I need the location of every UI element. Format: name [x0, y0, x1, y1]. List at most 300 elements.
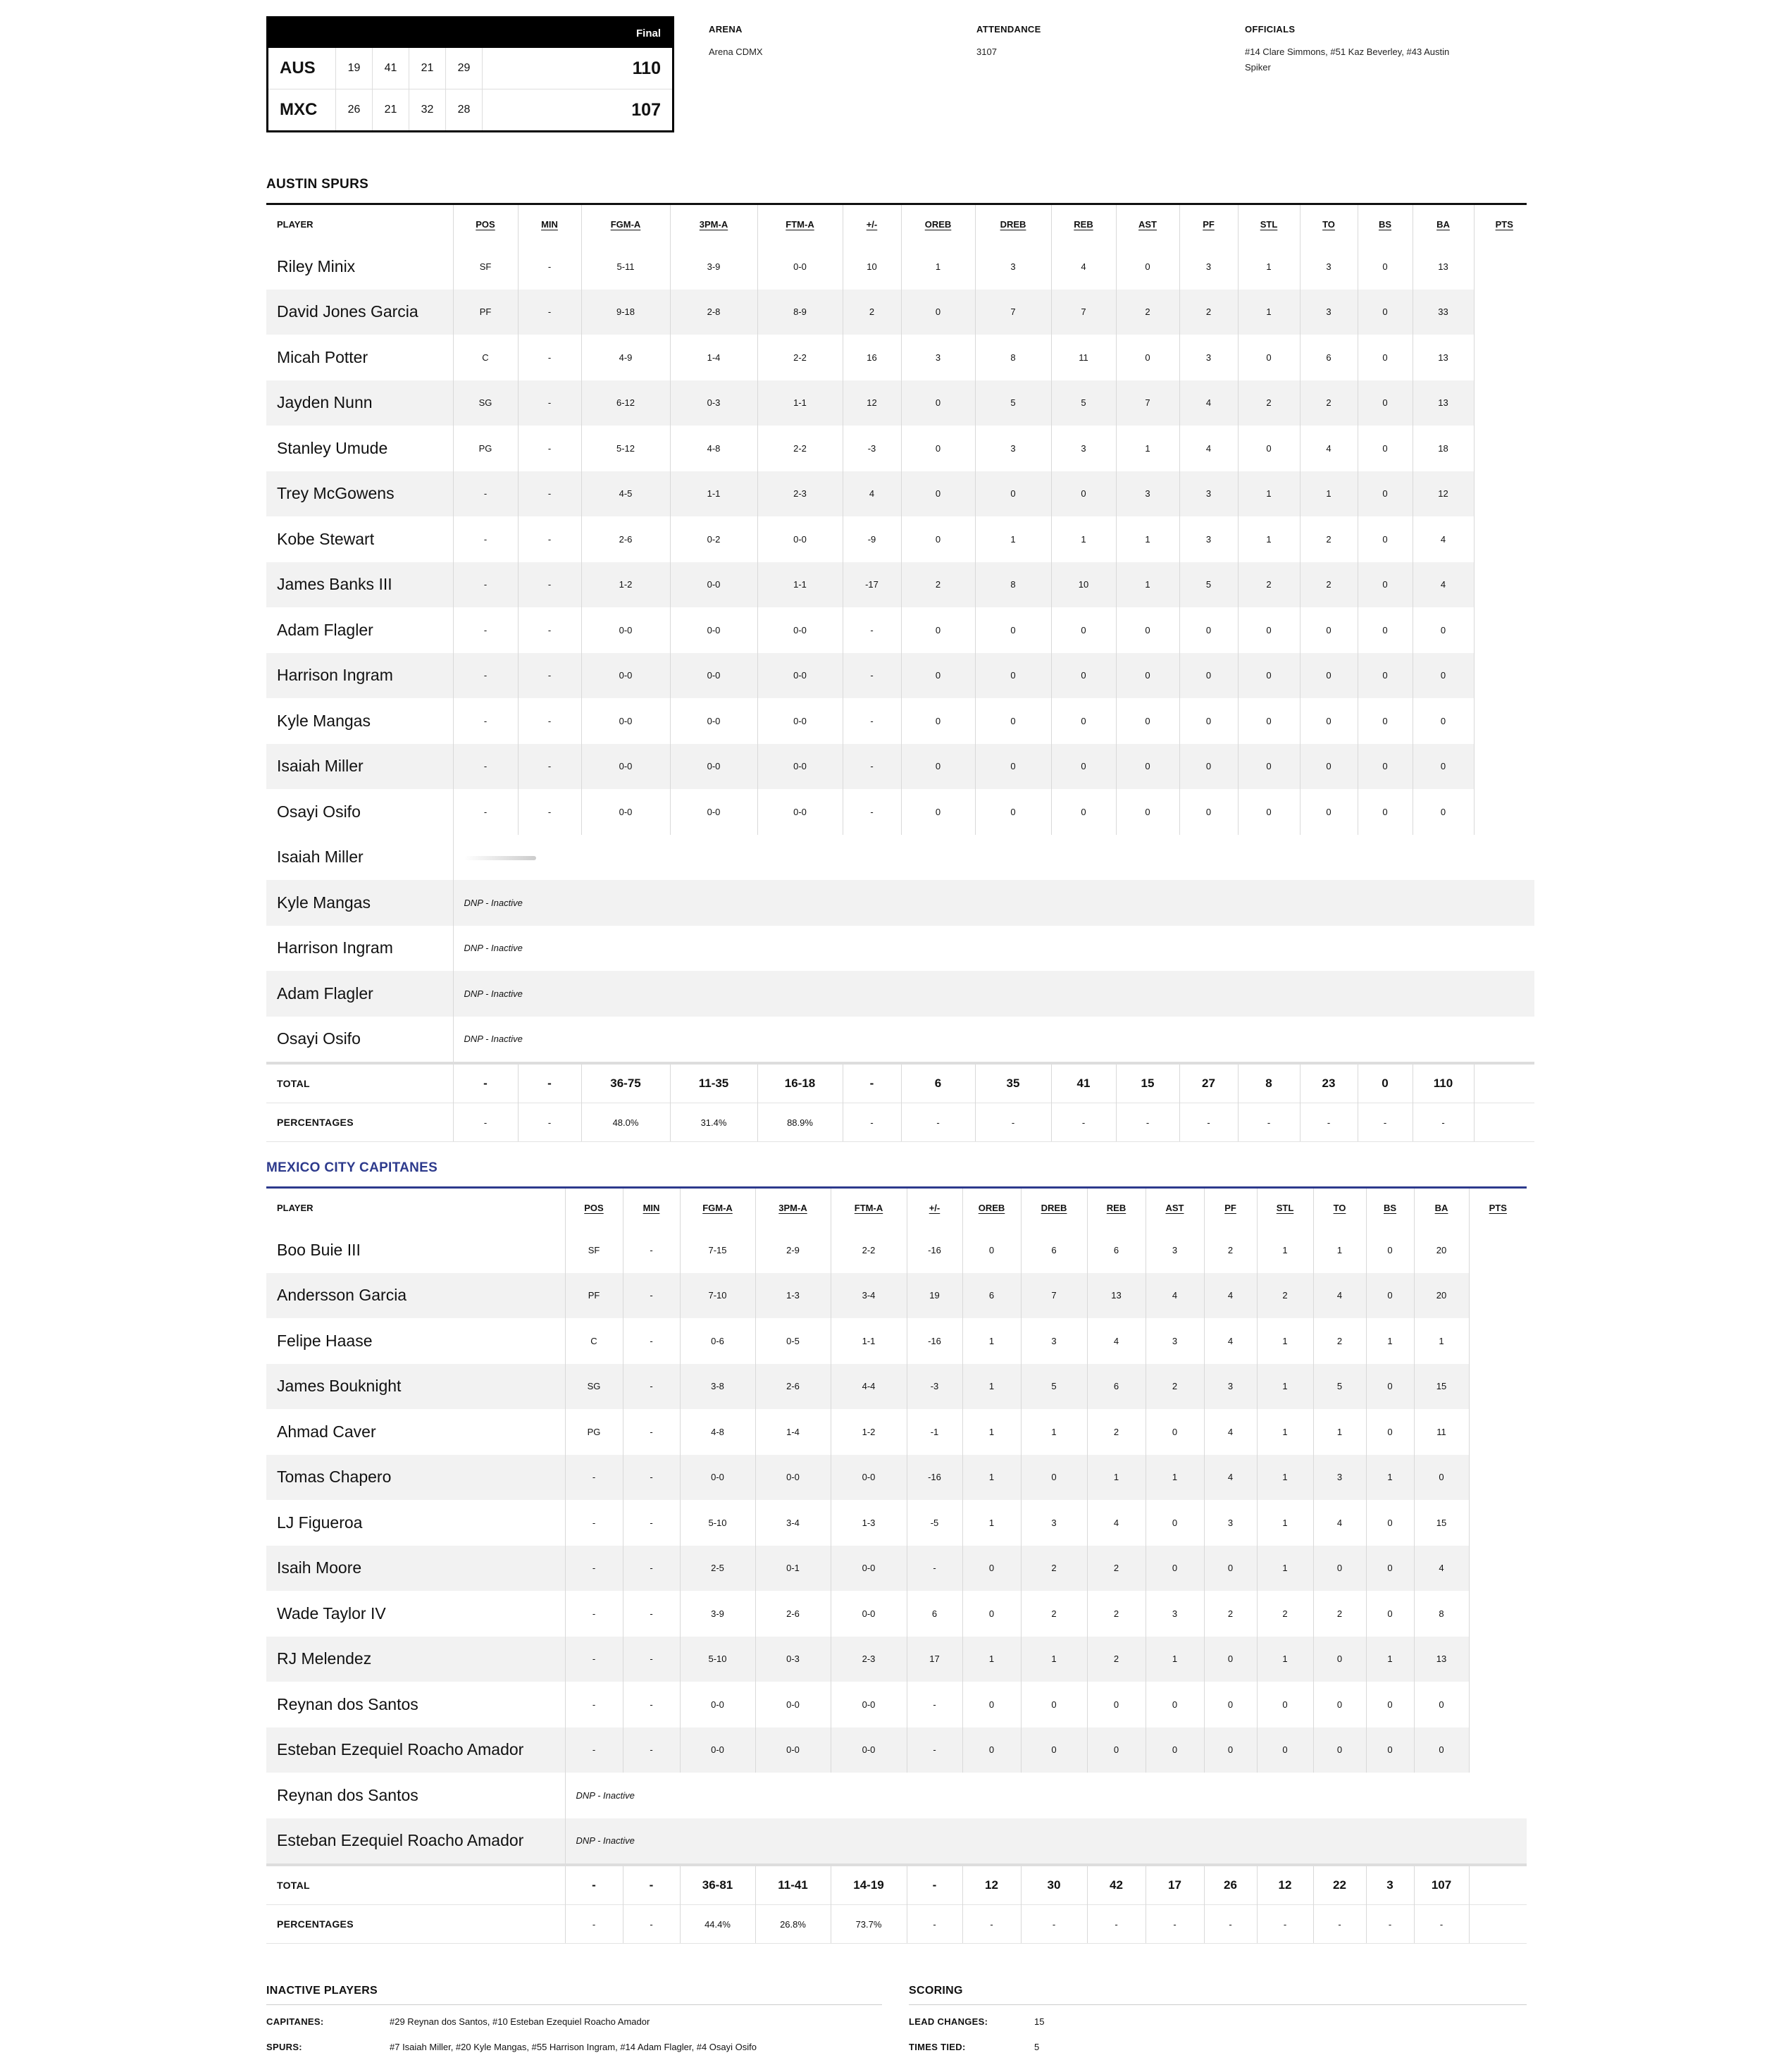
- column-header--[interactable]: +/-: [843, 205, 901, 244]
- dnp-status: DNP - Inactive: [576, 1789, 635, 1801]
- stat-reb: 4: [1051, 244, 1116, 290]
- dnp-row: [266, 1818, 1527, 1866]
- stat-oreb: 2: [901, 562, 975, 608]
- stat-fgm-a: 1-2: [581, 562, 670, 608]
- stat-ast: 0: [1146, 1500, 1204, 1546]
- stat-ba: 18: [1413, 426, 1474, 471]
- game-status: Final: [268, 18, 672, 48]
- player-row: [266, 1546, 1527, 1592]
- percentages-row-label: PERCENTAGES: [266, 1103, 453, 1142]
- pts-cell: [1474, 744, 1534, 790]
- stat-ftm-a: 2-2: [757, 426, 843, 471]
- loading-placeholder: [464, 856, 536, 860]
- percentages-row-reb: -: [1051, 1103, 1116, 1142]
- pts-cell: [1474, 562, 1534, 608]
- column-header-reb[interactable]: REB: [1051, 205, 1116, 244]
- stat-dreb: 0: [975, 653, 1051, 699]
- column-header-pf[interactable]: PF: [1204, 1189, 1257, 1227]
- stat-dreb: 8: [975, 562, 1051, 608]
- stat-pf: 2: [1204, 1227, 1257, 1273]
- stat--: -: [843, 607, 901, 653]
- stat-ast: 4: [1146, 1273, 1204, 1319]
- stat-bs: 0: [1358, 744, 1413, 790]
- stat-to: 3: [1313, 1455, 1366, 1501]
- column-header-pts[interactable]: PTS: [1495, 219, 1513, 230]
- arena-label: ARENA: [709, 24, 743, 35]
- stat-ast: 2: [1146, 1364, 1204, 1410]
- stat-pf: 0: [1179, 744, 1238, 790]
- player-name[interactable]: Isaiah Miller: [266, 835, 453, 881]
- stat-ast: 0: [1116, 744, 1179, 790]
- inactive-capitanes: [266, 2016, 650, 2027]
- player-name[interactable]: Boo Buie III: [266, 1227, 565, 1273]
- stat-pf: 4: [1179, 426, 1238, 471]
- player-name[interactable]: Isaiah Miller: [266, 744, 453, 790]
- stat-stl: 1: [1257, 1227, 1313, 1273]
- stat-reb: 1: [1051, 516, 1116, 562]
- total-row-ftm-a: 16-18: [757, 1063, 843, 1103]
- column-header-to[interactable]: TO: [1300, 205, 1358, 244]
- stat-oreb: 0: [901, 426, 975, 471]
- stat-pf: 2: [1204, 1591, 1257, 1637]
- stat-min: -: [518, 607, 581, 653]
- stat-stl: 1: [1257, 1318, 1313, 1364]
- percentages-row: [266, 1103, 1534, 1142]
- stat-to: 1: [1300, 471, 1358, 517]
- stat-reb: 7: [1051, 290, 1116, 335]
- stat-to: 0: [1313, 1637, 1366, 1682]
- stat-bs: 0: [1358, 335, 1413, 380]
- pts-cell: [1474, 380, 1534, 426]
- player-name[interactable]: Ahmad Caver: [266, 1409, 565, 1455]
- player-row: [266, 698, 1534, 744]
- stat-3pm-a: 1-4: [670, 335, 757, 380]
- stat-to: 1: [1313, 1227, 1366, 1273]
- stat-pf: 0: [1204, 1637, 1257, 1682]
- player-name[interactable]: James Banks III: [266, 562, 453, 608]
- player-name[interactable]: Harrison Ingram: [266, 653, 453, 699]
- player-name[interactable]: Kyle Mangas: [266, 698, 453, 744]
- player-name[interactable]: Trey McGowens: [266, 471, 453, 517]
- stat-ba: 13: [1413, 380, 1474, 426]
- attendance-label: ATTENDANCE: [976, 24, 1041, 35]
- column-header-stl[interactable]: STL: [1238, 205, 1300, 244]
- player-name[interactable]: Adam Flagler: [266, 607, 453, 653]
- stat-ba: 0: [1413, 653, 1474, 699]
- pts-cell: [1474, 607, 1534, 653]
- stat-ba: 13: [1414, 1637, 1469, 1682]
- stat-bs: 0: [1366, 1409, 1414, 1455]
- dnp-status: DNP - Inactive: [565, 1818, 1527, 1866]
- percentages-row-pos: -: [565, 1905, 623, 1944]
- player-name[interactable]: Tomas Chapero: [266, 1455, 565, 1501]
- stat-stl: 1: [1257, 1546, 1313, 1592]
- stat-oreb: 1: [901, 244, 975, 290]
- player-name[interactable]: Kyle Mangas: [266, 880, 453, 926]
- stat--: -: [907, 1727, 962, 1773]
- percentages-row-pos: -: [453, 1103, 518, 1142]
- player-name[interactable]: Isaih Moore: [266, 1546, 565, 1592]
- player-name[interactable]: Kobe Stewart: [266, 516, 453, 562]
- stat-pf: 0: [1204, 1546, 1257, 1592]
- linescore-row-home: [268, 48, 672, 89]
- stat-bs: 0: [1366, 1364, 1414, 1410]
- percentages-row-ast: -: [1116, 1103, 1179, 1142]
- percentages-row-bs: -: [1358, 1103, 1413, 1142]
- player-row: [266, 607, 1534, 653]
- stat-bs: 1: [1366, 1637, 1414, 1682]
- pts-cell: [1469, 1364, 1527, 1410]
- stat-pf: 4: [1204, 1455, 1257, 1501]
- stat-oreb: 0: [901, 471, 975, 517]
- stat-3pm-a: 0-1: [755, 1546, 831, 1592]
- player-name[interactable]: Micah Potter: [266, 335, 453, 380]
- stat-fgm-a: 9-18: [581, 290, 670, 335]
- stat-reb: 2: [1087, 1546, 1146, 1592]
- stat-pf: 3: [1179, 516, 1238, 562]
- stat--: -3: [843, 426, 901, 471]
- column-header-bs[interactable]: BS: [1358, 205, 1413, 244]
- stat-stl: 0: [1238, 653, 1300, 699]
- stat-pos: -: [453, 653, 518, 699]
- stat-pos: C: [453, 335, 518, 380]
- stat-3pm-a: 0-0: [670, 653, 757, 699]
- column-header-stl[interactable]: STL: [1257, 1189, 1313, 1227]
- total-row-stl: 12: [1257, 1865, 1313, 1905]
- stat-pf: 0: [1179, 789, 1238, 835]
- player-name[interactable]: RJ Melendez: [266, 1637, 565, 1682]
- stat-pf: 3: [1179, 471, 1238, 517]
- player-name[interactable]: Osayi Osifo: [266, 1017, 453, 1064]
- stat-stl: 2: [1257, 1273, 1313, 1319]
- stat-3pm-a: 0-3: [755, 1637, 831, 1682]
- stat-reb: 0: [1051, 698, 1116, 744]
- inactive-rule: [266, 2004, 882, 2005]
- stat-oreb: 0: [901, 290, 975, 335]
- stat-stl: 0: [1238, 789, 1300, 835]
- stat-to: 0: [1300, 789, 1358, 835]
- stat-min: -: [623, 1637, 680, 1682]
- player-row: [266, 789, 1534, 835]
- total-row-pos: -: [453, 1063, 518, 1103]
- player-name[interactable]: Esteban Ezequiel Roacho Amador: [266, 1818, 565, 1866]
- column-header-bs[interactable]: BS: [1366, 1189, 1414, 1227]
- stat-ftm-a: 0-0: [831, 1455, 907, 1501]
- pts-cell: [1474, 1103, 1534, 1142]
- stat-fgm-a: 0-0: [581, 653, 670, 699]
- column-header--[interactable]: +/-: [907, 1189, 962, 1227]
- stat-stl: 0: [1238, 607, 1300, 653]
- stat-pos: PG: [565, 1409, 623, 1455]
- officials-info: [1245, 24, 1513, 75]
- column-header-to[interactable]: TO: [1313, 1189, 1366, 1227]
- capitanes-label: CAPITANES:: [266, 2016, 324, 2027]
- stat-stl: 1: [1238, 516, 1300, 562]
- pts-cell: [1474, 516, 1534, 562]
- player-name[interactable]: Stanley Umude: [266, 426, 453, 471]
- stat-fgm-a: 0-0: [581, 789, 670, 835]
- player-name[interactable]: Harrison Ingram: [266, 926, 453, 972]
- stat-pos: -: [565, 1682, 623, 1727]
- quarter-score: 28: [446, 89, 483, 130]
- stat-dreb: 5: [1021, 1364, 1087, 1410]
- pts-cell: [1474, 653, 1534, 699]
- column-header-oreb[interactable]: OREB: [901, 205, 975, 244]
- stat-stl: 1: [1257, 1364, 1313, 1410]
- stat-ast: 2: [1116, 290, 1179, 335]
- player-row: [266, 1318, 1527, 1364]
- stat-dreb: 0: [975, 607, 1051, 653]
- stat-dreb: 0: [975, 744, 1051, 790]
- stat-pf: 2: [1179, 290, 1238, 335]
- times-tied-label: TIMES TIED:: [909, 2042, 966, 2052]
- stat-fgm-a: 0-0: [680, 1455, 755, 1501]
- player-name[interactable]: Adam Flagler: [266, 971, 453, 1017]
- stat-bs: 0: [1366, 1727, 1414, 1773]
- total-row-pf: 27: [1179, 1063, 1238, 1103]
- stat--: -16: [907, 1227, 962, 1273]
- stat-fgm-a: 3-8: [680, 1364, 755, 1410]
- stat-pf: 3: [1204, 1364, 1257, 1410]
- stat-pf: 4: [1204, 1273, 1257, 1319]
- stat-min: -: [518, 744, 581, 790]
- stat--: 4: [843, 471, 901, 517]
- stat-ast: 3: [1146, 1227, 1204, 1273]
- column-header-min[interactable]: MIN: [518, 205, 581, 244]
- stat-3pm-a: 0-0: [755, 1455, 831, 1501]
- total-row-reb: 41: [1051, 1063, 1116, 1103]
- stat-fgm-a: 0-0: [581, 607, 670, 653]
- stat-pos: -: [453, 607, 518, 653]
- pts-cell: [1469, 1318, 1527, 1364]
- stat-pos: -: [453, 789, 518, 835]
- stat-pos: C: [565, 1318, 623, 1364]
- dnp-status: [453, 835, 1534, 881]
- stat-3pm-a: 1-1: [670, 471, 757, 517]
- column-header-pts[interactable]: PTS: [1489, 1203, 1507, 1213]
- column-header-ast[interactable]: AST: [1116, 205, 1179, 244]
- team-abbr: AUS: [268, 48, 336, 89]
- column-header-pos[interactable]: POS: [565, 1189, 623, 1227]
- percentages-row-3pm-a: 31.4%: [670, 1103, 757, 1142]
- column-header-ftm-a[interactable]: FTM-A: [831, 1189, 907, 1227]
- stat-ftm-a: 2-2: [831, 1227, 907, 1273]
- column-header-pos[interactable]: POS: [453, 205, 518, 244]
- stat-dreb: 1: [1021, 1637, 1087, 1682]
- stat-fgm-a: 0-6: [680, 1318, 755, 1364]
- total-row-min: -: [518, 1063, 581, 1103]
- player-name[interactable]: Wade Taylor IV: [266, 1591, 565, 1637]
- stat-stl: 1: [1238, 290, 1300, 335]
- column-header-reb[interactable]: REB: [1087, 1189, 1146, 1227]
- percentages-row-to: -: [1300, 1103, 1358, 1142]
- player-name[interactable]: David Jones Garcia: [266, 290, 453, 335]
- quarter-score: 21: [409, 48, 446, 89]
- officials-label: OFFICIALS: [1245, 24, 1296, 35]
- stat-dreb: 1: [1021, 1409, 1087, 1455]
- stat--: 10: [843, 244, 901, 290]
- pts-cell: [1469, 1727, 1527, 1773]
- stat-to: 3: [1300, 244, 1358, 290]
- stat-min: -: [518, 335, 581, 380]
- column-header-fgm-a[interactable]: FGM-A: [581, 205, 670, 244]
- stat-pos: SG: [453, 380, 518, 426]
- stat--: -16: [907, 1318, 962, 1364]
- stat-dreb: 0: [975, 471, 1051, 517]
- stat-ba: 33: [1413, 290, 1474, 335]
- player-name[interactable]: Reynan dos Santos: [266, 1773, 565, 1818]
- stat-reb: 2: [1087, 1591, 1146, 1637]
- player-name[interactable]: Riley Minix: [266, 244, 453, 290]
- percentages-row-3pm-a: 26.8%: [755, 1905, 831, 1944]
- player-name[interactable]: James Bouknight: [266, 1364, 565, 1410]
- stat-dreb: 1: [975, 516, 1051, 562]
- stat--: 16: [843, 335, 901, 380]
- stat--: -9: [843, 516, 901, 562]
- stat-3pm-a: 0-3: [670, 380, 757, 426]
- player-name[interactable]: Jayden Nunn: [266, 380, 453, 426]
- stat--: -: [843, 653, 901, 699]
- percentages-row-label: PERCENTAGES: [266, 1905, 565, 1944]
- stat-ast: 3: [1116, 471, 1179, 517]
- stat--: -16: [907, 1455, 962, 1501]
- player-row: [266, 1364, 1527, 1410]
- stat-oreb: 0: [901, 744, 975, 790]
- stat-dreb: 3: [1021, 1500, 1087, 1546]
- stat-ftm-a: 0-0: [831, 1546, 907, 1592]
- stat-fgm-a: 4-5: [581, 471, 670, 517]
- stat-ftm-a: 0-0: [757, 607, 843, 653]
- column-header-dreb[interactable]: DREB: [975, 205, 1051, 244]
- stat-dreb: 8: [975, 335, 1051, 380]
- column-header-pf[interactable]: PF: [1179, 205, 1238, 244]
- stat-min: -: [518, 653, 581, 699]
- stat-min: -: [623, 1227, 680, 1273]
- player-name[interactable]: Osayi Osifo: [266, 789, 453, 835]
- stat-bs: 0: [1366, 1500, 1414, 1546]
- total-row-ba: 110: [1413, 1063, 1474, 1103]
- dnp-row: [266, 1017, 1534, 1064]
- column-header-ba[interactable]: BA: [1413, 205, 1474, 244]
- stat-3pm-a: 4-8: [670, 426, 757, 471]
- stat-to: 0: [1300, 653, 1358, 699]
- column-header-ast[interactable]: AST: [1146, 1189, 1204, 1227]
- stat-oreb: 3: [901, 335, 975, 380]
- stat-ast: 0: [1146, 1727, 1204, 1773]
- stat-pos: -: [565, 1546, 623, 1592]
- quarter-score: 41: [373, 48, 409, 89]
- total-row-ba: 107: [1414, 1865, 1469, 1905]
- quarter-score: 19: [336, 48, 373, 89]
- stat-ftm-a: 0-0: [757, 244, 843, 290]
- stat-bs: 0: [1366, 1682, 1414, 1727]
- column-header-ftm-a[interactable]: FTM-A: [757, 205, 843, 244]
- column-header-dreb[interactable]: DREB: [1021, 1189, 1087, 1227]
- stat-fgm-a: 7-10: [680, 1273, 755, 1319]
- column-header-3pm-a[interactable]: 3PM-A: [755, 1189, 831, 1227]
- total-row-bs: 0: [1358, 1063, 1413, 1103]
- stat-dreb: 0: [1021, 1727, 1087, 1773]
- stat-min: -: [623, 1546, 680, 1592]
- stat-bs: 0: [1358, 789, 1413, 835]
- linescore-row-away: [268, 89, 672, 130]
- stat-to: 4: [1300, 426, 1358, 471]
- stat-reb: 0: [1051, 607, 1116, 653]
- stat-min: -: [518, 426, 581, 471]
- player-name[interactable]: Andersson Garcia: [266, 1273, 565, 1319]
- column-header-ba[interactable]: BA: [1414, 1189, 1469, 1227]
- column-header-oreb[interactable]: OREB: [962, 1189, 1021, 1227]
- player-name[interactable]: LJ Figueroa: [266, 1500, 565, 1546]
- player-name[interactable]: Felipe Haase: [266, 1318, 565, 1364]
- stat-bs: 0: [1358, 562, 1413, 608]
- stat-dreb: 0: [1021, 1682, 1087, 1727]
- stat-pos: -: [453, 516, 518, 562]
- percentages-row-ba: -: [1414, 1905, 1469, 1944]
- times-tied: [909, 2042, 1039, 2052]
- stat-min: -: [518, 290, 581, 335]
- player-name[interactable]: Reynan dos Santos: [266, 1682, 565, 1727]
- stat-ftm-a: 0-0: [757, 744, 843, 790]
- stat-fgm-a: 5-11: [581, 244, 670, 290]
- column-header-3pm-a[interactable]: 3PM-A: [670, 205, 757, 244]
- stat-pos: PF: [565, 1273, 623, 1319]
- stat-oreb: 1: [962, 1409, 1021, 1455]
- stat-to: 0: [1300, 698, 1358, 744]
- column-header-fgm-a[interactable]: FGM-A: [680, 1189, 755, 1227]
- stat-dreb: 5: [975, 380, 1051, 426]
- linescore: [266, 16, 674, 132]
- column-header-min[interactable]: MIN: [623, 1189, 680, 1227]
- percentages-row-bs: -: [1366, 1905, 1414, 1944]
- stat-reb: 1: [1087, 1455, 1146, 1501]
- away-box-score-table: [266, 1189, 1527, 1944]
- stat-ba: 1: [1414, 1318, 1469, 1364]
- stat-ftm-a: 1-1: [831, 1318, 907, 1364]
- stat-pf: 3: [1179, 335, 1238, 380]
- stat-stl: 2: [1238, 380, 1300, 426]
- stat-min: -: [623, 1500, 680, 1546]
- stat-reb: 4: [1087, 1500, 1146, 1546]
- total-row--: -: [907, 1865, 962, 1905]
- total-row-3pm-a: 11-41: [755, 1865, 831, 1905]
- capitanes-value: #29 Reynan dos Santos, #10 Esteban Ezequiel Roacho Amador: [390, 2016, 650, 2027]
- player-name[interactable]: Esteban Ezequiel Roacho Amador: [266, 1727, 565, 1773]
- stat-ast: 7: [1116, 380, 1179, 426]
- percentages-row-dreb: -: [1021, 1905, 1087, 1944]
- attendance-info: [976, 24, 1041, 60]
- stat-ba: 0: [1413, 607, 1474, 653]
- stat-fgm-a: 5-12: [581, 426, 670, 471]
- total-row: [266, 1063, 1534, 1103]
- stat-ba: 0: [1413, 789, 1474, 835]
- player-row: [266, 744, 1534, 790]
- stat-bs: 1: [1366, 1318, 1414, 1364]
- stat-ba: 4: [1413, 516, 1474, 562]
- stat-pf: 0: [1204, 1727, 1257, 1773]
- stat-reb: 11: [1051, 335, 1116, 380]
- stat-oreb: 0: [962, 1682, 1021, 1727]
- stat-stl: 1: [1238, 244, 1300, 290]
- stat-bs: 0: [1358, 290, 1413, 335]
- stat-ftm-a: 3-4: [831, 1273, 907, 1319]
- stat-ast: 1: [1146, 1637, 1204, 1682]
- quarter-score: 26: [336, 89, 373, 130]
- stat-min: -: [623, 1409, 680, 1455]
- stat-ast: 1: [1116, 426, 1179, 471]
- percentages-row-pf: -: [1179, 1103, 1238, 1142]
- column-header-player: PLAYER: [266, 1189, 565, 1227]
